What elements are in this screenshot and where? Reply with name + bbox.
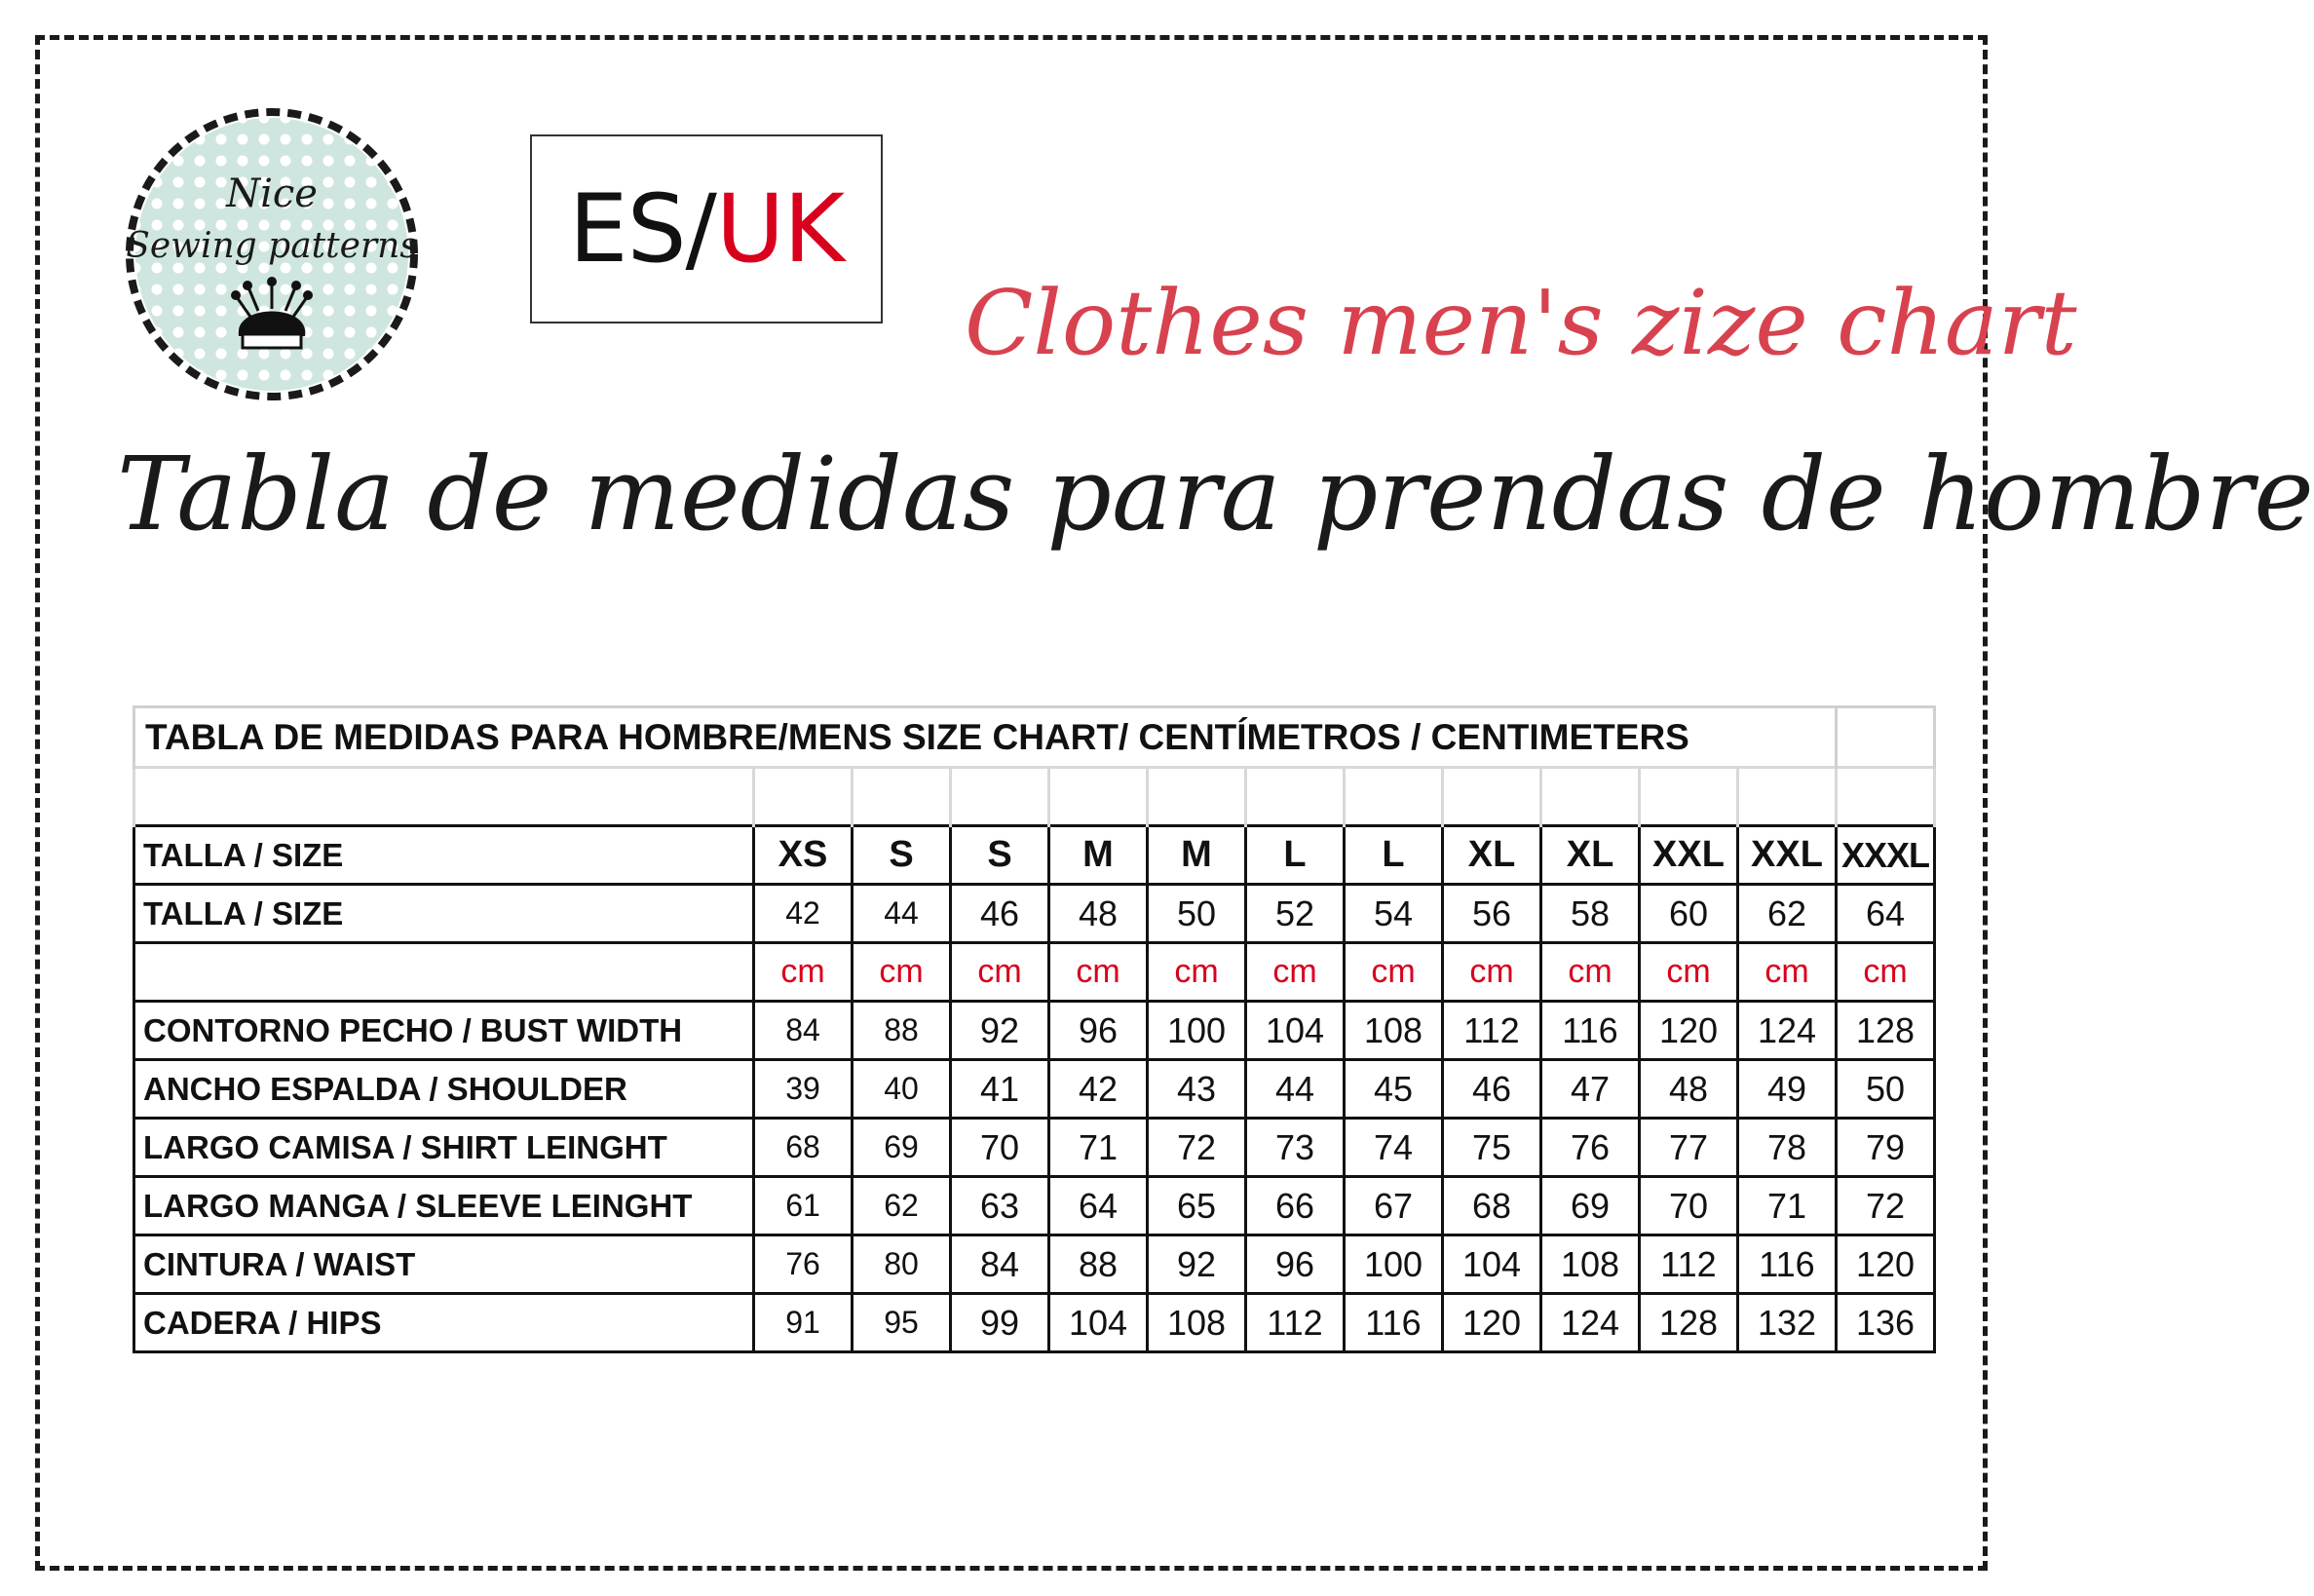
- sleeve-length-row: [134, 1177, 1935, 1235]
- table-cell: 128: [1837, 1002, 1935, 1060]
- table-cell: 69: [853, 1119, 951, 1177]
- table-cell: 64: [1837, 885, 1935, 943]
- table-cell: 46: [1443, 1060, 1541, 1119]
- blank-cell: [1640, 768, 1738, 826]
- table-cell: 41: [951, 1060, 1049, 1119]
- table-cell: 124: [1738, 1002, 1837, 1060]
- table-cell: 48: [1049, 885, 1148, 943]
- table-cell: 74: [1345, 1119, 1443, 1177]
- table-cell: 120: [1837, 1235, 1935, 1294]
- blank-cell: [1541, 768, 1640, 826]
- row-label: [134, 943, 754, 1002]
- table-cell: 132: [1738, 1294, 1837, 1352]
- table-cell: XL: [1541, 826, 1640, 885]
- blank-cell: [1148, 768, 1246, 826]
- table-cell: 39: [754, 1060, 853, 1119]
- shoulder-row: [134, 1060, 1935, 1119]
- table-cell: cm: [1148, 943, 1246, 1002]
- table-cell: 52: [1246, 885, 1345, 943]
- table-body: [134, 826, 1935, 1352]
- title-spanish: Tabla de medidas para prendas de hombre: [117, 435, 2314, 553]
- title-english: Clothes men's zize chart: [965, 271, 2077, 375]
- size-letter-row: [134, 826, 1935, 885]
- table-cell: M: [1148, 826, 1246, 885]
- table-cell: 112: [1443, 1002, 1541, 1060]
- brand-logo: [125, 107, 419, 401]
- table-cell: 116: [1738, 1235, 1837, 1294]
- table-cell: 116: [1345, 1294, 1443, 1352]
- table-cell: 64: [1049, 1177, 1148, 1235]
- logo-text-sewing-patterns: Sewing patterns: [126, 226, 418, 266]
- table-cell: cm: [1443, 943, 1541, 1002]
- table-cell: 60: [1640, 885, 1738, 943]
- blank-cell: [1246, 768, 1345, 826]
- table-cell: S: [853, 826, 951, 885]
- table-cell: 49: [1738, 1060, 1837, 1119]
- units-row: [134, 943, 1935, 1002]
- table-cell: XXXL: [1837, 826, 1935, 885]
- table-cell: 67: [1345, 1177, 1443, 1235]
- table-cell: 73: [1246, 1119, 1345, 1177]
- blank-cell: [754, 768, 853, 826]
- table-cell: L: [1345, 826, 1443, 885]
- logo-text-nice: Nice: [226, 171, 318, 216]
- table-cell: 54: [1345, 885, 1443, 943]
- shirt-length-row: [134, 1119, 1935, 1177]
- table-cell: 108: [1541, 1235, 1640, 1294]
- table-cell: cm: [1837, 943, 1935, 1002]
- table-cell: L: [1246, 826, 1345, 885]
- table-cell: cm: [853, 943, 951, 1002]
- table-cell: 99: [951, 1294, 1049, 1352]
- table-cell: cm: [1246, 943, 1345, 1002]
- language-badge: [530, 134, 883, 323]
- table-cell: 70: [1640, 1177, 1738, 1235]
- waist-row: [134, 1235, 1935, 1294]
- table-cell: 50: [1148, 885, 1246, 943]
- table-cell: 48: [1640, 1060, 1738, 1119]
- table-cell: 78: [1738, 1119, 1837, 1177]
- table-cell: 96: [1246, 1235, 1345, 1294]
- table-cell: S: [951, 826, 1049, 885]
- table-cell: 66: [1246, 1177, 1345, 1235]
- table-cell: 108: [1345, 1002, 1443, 1060]
- table-cell: 70: [951, 1119, 1049, 1177]
- size-number-row: [134, 885, 1935, 943]
- table-cell: 40: [853, 1060, 951, 1119]
- table-blank-row: [134, 768, 1935, 826]
- table-cell: 45: [1345, 1060, 1443, 1119]
- language-es: ES: [568, 174, 686, 284]
- blank-cell: [1443, 768, 1541, 826]
- table-cell: 96: [1049, 1002, 1148, 1060]
- table-cell: 112: [1246, 1294, 1345, 1352]
- table-cell: cm: [1049, 943, 1148, 1002]
- row-label: TALLA / SIZE: [134, 885, 754, 943]
- row-label: ANCHO ESPALDA / SHOULDER: [134, 1060, 754, 1119]
- table-cell: 71: [1738, 1177, 1837, 1235]
- table-cell: cm: [1738, 943, 1837, 1002]
- table-cell: 88: [853, 1002, 951, 1060]
- table-cell: XL: [1443, 826, 1541, 885]
- language-separator: /: [685, 174, 716, 284]
- table-cell: 76: [754, 1235, 853, 1294]
- table-caption-end-cell: [1837, 707, 1935, 768]
- table-cell: 56: [1443, 885, 1541, 943]
- table-cell: 50: [1837, 1060, 1935, 1119]
- blank-cell: [134, 768, 754, 826]
- table-cell: 120: [1640, 1002, 1738, 1060]
- table-cell: 79: [1837, 1119, 1935, 1177]
- row-label: LARGO MANGA / SLEEVE LEINGHT: [134, 1177, 754, 1235]
- table-cell: 46: [951, 885, 1049, 943]
- table-cell: 84: [754, 1002, 853, 1060]
- table-cell: 124: [1541, 1294, 1640, 1352]
- size-chart-table: [133, 705, 1936, 1353]
- table-cell: 43: [1148, 1060, 1246, 1119]
- table-cell: 76: [1541, 1119, 1640, 1177]
- row-label: CADERA / HIPS: [134, 1294, 754, 1352]
- table-cell: 61: [754, 1177, 853, 1235]
- table-cell: 95: [853, 1294, 951, 1352]
- table-caption: TABLA DE MEDIDAS PARA HOMBRE/MENS SIZE CHART/ CENTÍMETROS / CENTIMETERS: [134, 707, 1837, 768]
- table-cell: 68: [1443, 1177, 1541, 1235]
- table-cell: XS: [754, 826, 853, 885]
- table-cell: 42: [1049, 1060, 1148, 1119]
- table-cell: 92: [951, 1002, 1049, 1060]
- row-label: TALLA / SIZE: [134, 826, 754, 885]
- table-cell: 44: [1246, 1060, 1345, 1119]
- blank-cell: [1049, 768, 1148, 826]
- table-cell: 69: [1541, 1177, 1640, 1235]
- table-cell: 47: [1541, 1060, 1640, 1119]
- table-cell: 120: [1443, 1294, 1541, 1352]
- table-cell: 100: [1345, 1235, 1443, 1294]
- row-label: CONTORNO PECHO / BUST WIDTH: [134, 1002, 754, 1060]
- table-cell: 136: [1837, 1294, 1935, 1352]
- blank-cell: [1345, 768, 1443, 826]
- row-label: LARGO CAMISA / SHIRT LEINGHT: [134, 1119, 754, 1177]
- table-cell: 91: [754, 1294, 853, 1352]
- table-cell: M: [1049, 826, 1148, 885]
- table-cell: 42: [754, 885, 853, 943]
- table-cell: cm: [951, 943, 1049, 1002]
- table-cell: 68: [754, 1119, 853, 1177]
- table-cell: 72: [1148, 1119, 1246, 1177]
- table-cell: 104: [1049, 1294, 1148, 1352]
- table-cell: 80: [853, 1235, 951, 1294]
- table-cell: cm: [754, 943, 853, 1002]
- table-cell: 100: [1148, 1002, 1246, 1060]
- table-cell: cm: [1541, 943, 1640, 1002]
- table-cell: 128: [1640, 1294, 1738, 1352]
- hips-row: [134, 1294, 1935, 1352]
- table-cell: 104: [1246, 1002, 1345, 1060]
- table-cell: 88: [1049, 1235, 1148, 1294]
- table-cell: cm: [1345, 943, 1443, 1002]
- table-cell: cm: [1640, 943, 1738, 1002]
- table-cell: 72: [1837, 1177, 1935, 1235]
- blank-cell: [1837, 768, 1935, 826]
- table-cell: 77: [1640, 1119, 1738, 1177]
- bust-width-row: [134, 1002, 1935, 1060]
- table-cell: 108: [1148, 1294, 1246, 1352]
- table-cell: 63: [951, 1177, 1049, 1235]
- table-cell: 116: [1541, 1002, 1640, 1060]
- table-cell: 58: [1541, 885, 1640, 943]
- row-label: CINTURA / WAIST: [134, 1235, 754, 1294]
- table-cell: 92: [1148, 1235, 1246, 1294]
- table-cell: 112: [1640, 1235, 1738, 1294]
- table-caption-row: [134, 707, 1935, 768]
- blank-cell: [1738, 768, 1837, 826]
- table-cell: 104: [1443, 1235, 1541, 1294]
- table-cell: 65: [1148, 1177, 1246, 1235]
- blank-cell: [853, 768, 951, 826]
- table-cell: XXL: [1738, 826, 1837, 885]
- table-cell: 44: [853, 885, 951, 943]
- language-uk: UK: [715, 174, 845, 284]
- table-cell: 71: [1049, 1119, 1148, 1177]
- table-cell: 84: [951, 1235, 1049, 1294]
- table-cell: 62: [853, 1177, 951, 1235]
- table-cell: XXL: [1640, 826, 1738, 885]
- blank-cell: [951, 768, 1049, 826]
- table-cell: 75: [1443, 1119, 1541, 1177]
- table-cell: 62: [1738, 885, 1837, 943]
